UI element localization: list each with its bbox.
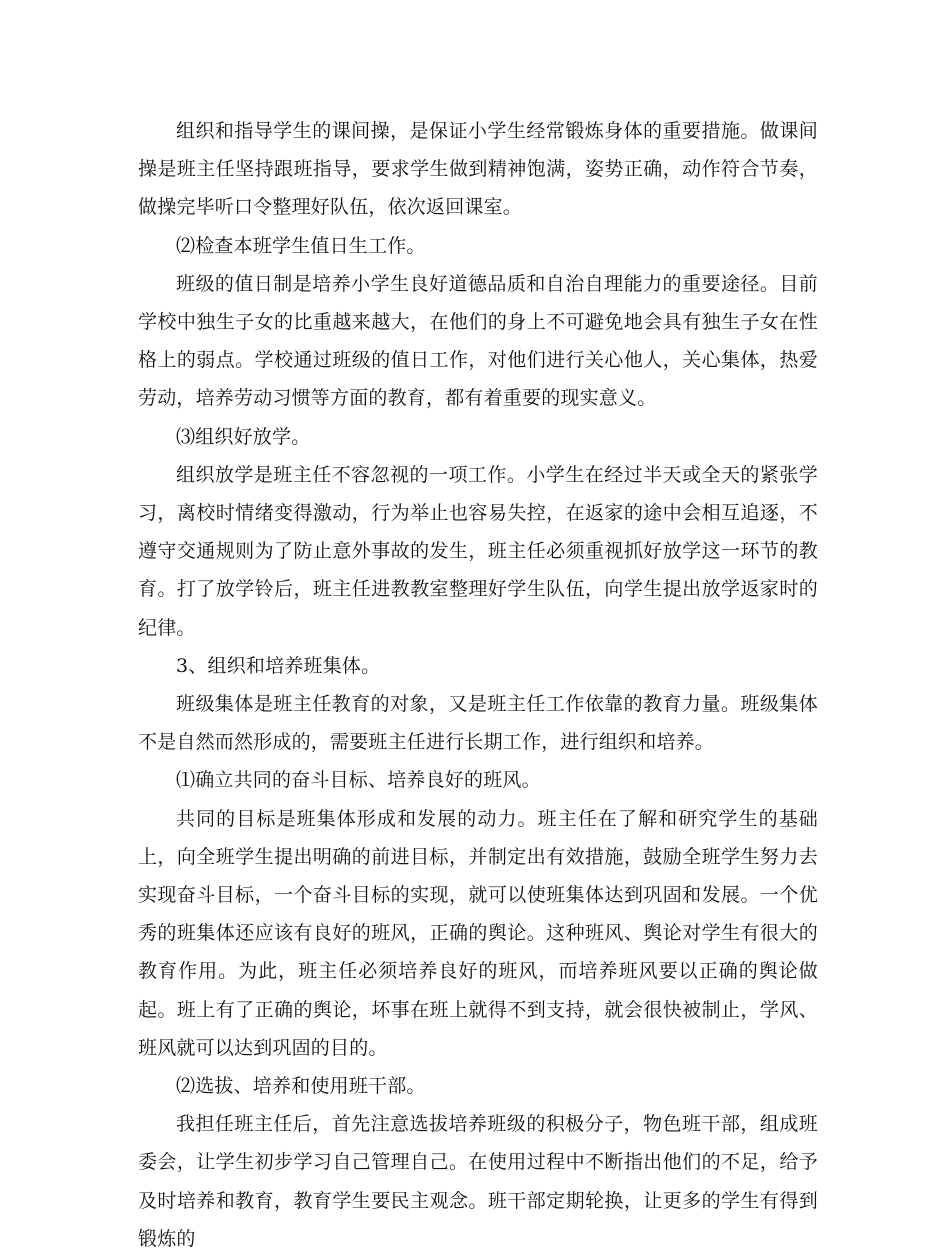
paragraph-duty-system: 班级的值日制是培养小学生良好道德品质和自治自理能力的重要途径。目前学校中独生子女的比重越来越大，在他们的身上不可避免地会具有独生子女在性格上的弱点。学校通过班级的值日工作，对他们进行关心他人，关心集体，热爱劳动，培养劳动习惯等方面的教育，都有着重要的现实意义。 — [138, 272, 818, 410]
heading-class-collective: 3、组织和培养班集体。 — [176, 654, 381, 677]
heading-duty-check: ⑵检查本班学生值日生工作。 — [176, 234, 426, 257]
paragraph-exercise-guidance: 组织和指导学生的课间操，是保证小学生经常锻炼身体的重要措施。做课间操是班主任坚持跟班指导，要求学生做到精神饱满，姿势正确，动作符合节奏，做操完毕听口令整理好队伍，依次返回课室。 — [138, 120, 818, 219]
paragraph-class-collective: 班级集体是班主任教育的对象，又是班主任工作依靠的教育力量。班级集体不是自然而然形成的，需要班主任进行长期工作，进行组织和培养。 — [138, 693, 818, 754]
paragraph-common-goal: 共同的目标是班集体形成和发展的动力。班主任在了解和研究学生的基础上，向全班学生提出明确的前进目标，并制定出有效措施，鼓励全班学生努力去实现奋斗目标，一个奋斗目标的实现，就可以使班集体达到巩固和发展。一个优秀的班集体还应该有良好的班风，正确的舆论。这种班风、舆论对学生有很大的教育作用。为此，班主任必须培养良好的班风，而培养班风要以正确的舆论做起。班上有了正确的舆论，坏事在班上就得不到支持，就会很快被制止，学风、班风就可以达到巩固的目的。 — [138, 807, 818, 1059]
document-body — [138, 112, 818, 1258]
paragraph-class-cadres: 我担任班主任后，首先注意选拔培养班级的积极分子，物色班干部，组成班委会，让学生初步学习自己管理自己。在使用过程中不断指出他们的不足，给予及时培养和教育，教育学生要民主观念。班干部定期轮换，让更多的学生有得到锻炼的 — [138, 1113, 818, 1250]
paragraph-dismissal: 组织放学是班主任不容忽视的一项工作。小学生在经过半天或全天的紧张学习，离校时情绪变得激动，行为举止也容易失控，在返家的途中会相互追逐，不遵守交通规则为了防止意外事故的发生，班主任必须重视抓好放学这一环节的教育。打了放学铃后，班主任进教教室整理好学生队伍，向学生提出放学返家时的纪律。 — [138, 463, 818, 639]
heading-common-goal: ⑴确立共同的奋斗目标、培养良好的班风。 — [176, 769, 541, 792]
heading-dismissal: ⑶组织好放学。 — [176, 425, 311, 448]
heading-class-cadres: ⑵选拔、培养和使用班干部。 — [176, 1075, 426, 1098]
